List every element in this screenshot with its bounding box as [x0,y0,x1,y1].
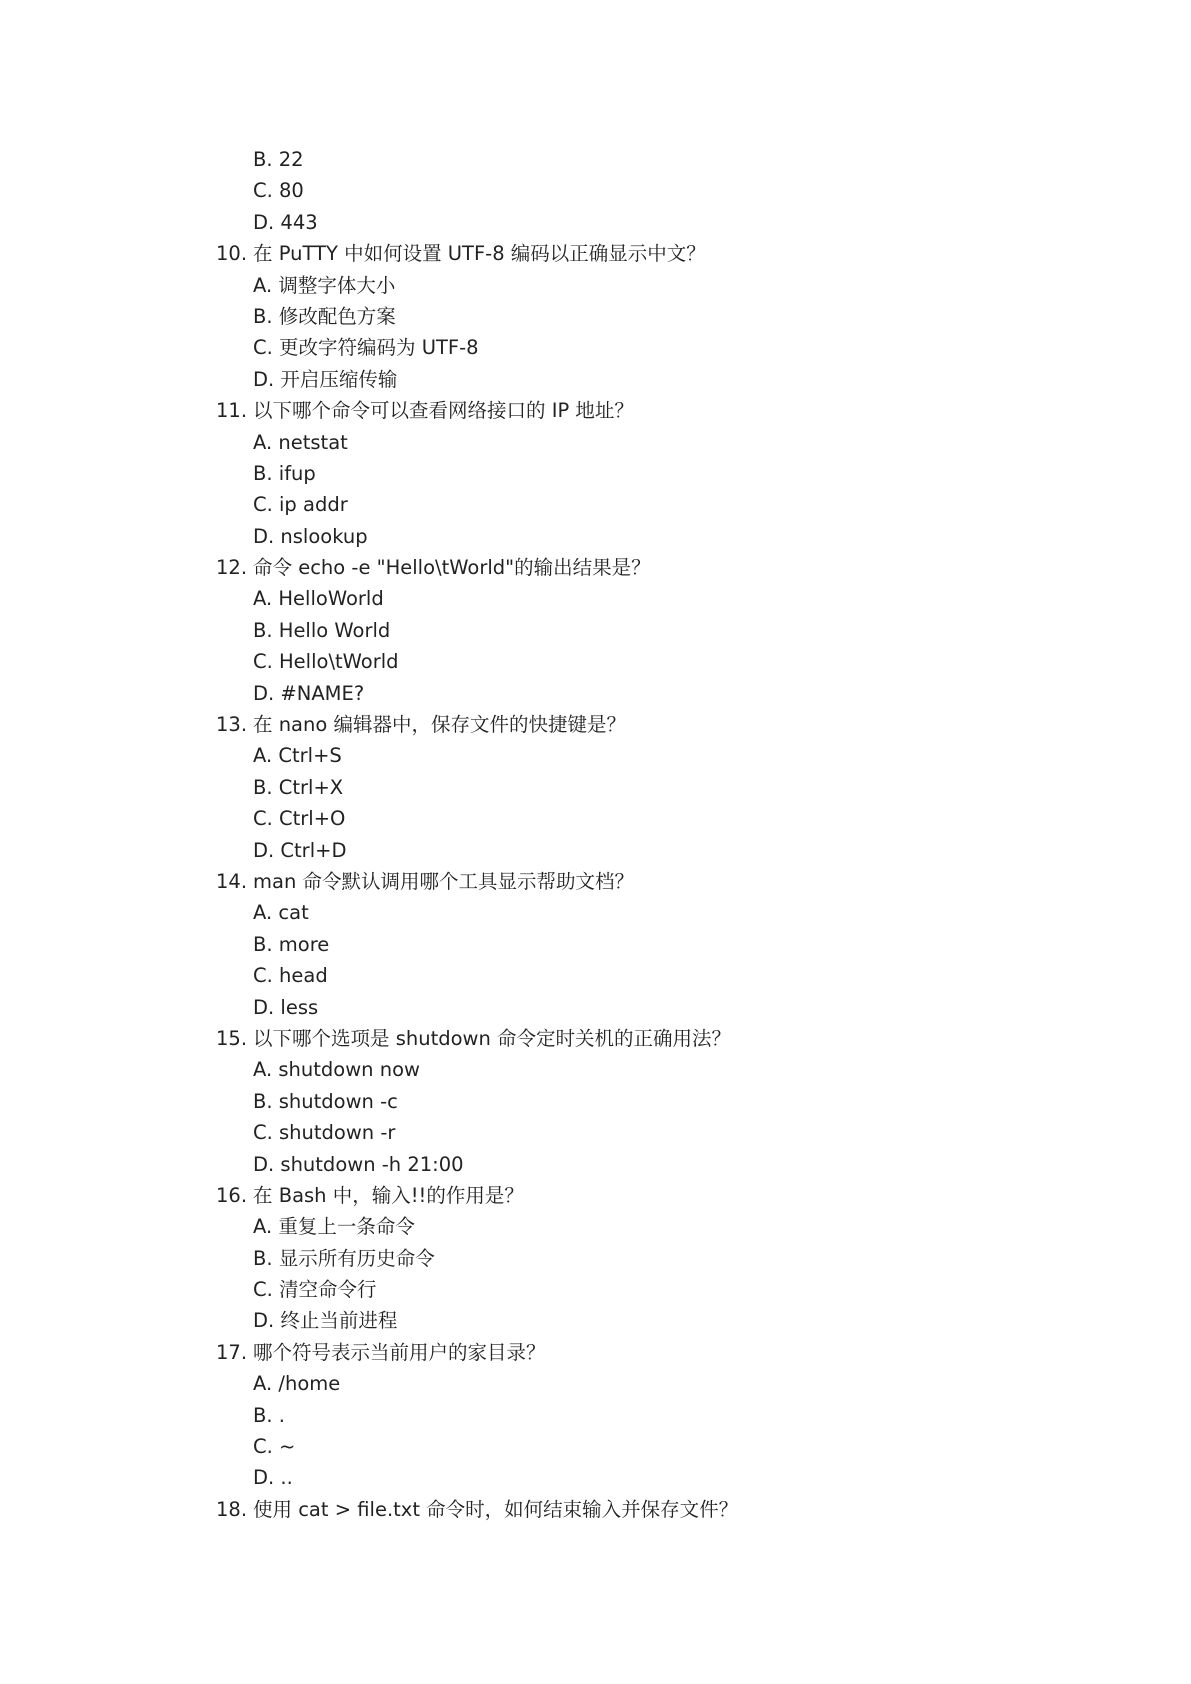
answer-option [0,1211,1191,1242]
option-text: C. Hello\tWorld [253,650,399,674]
option-text: C. 更改字符编码为 UTF-8 [253,336,479,360]
option-text: D. nslookup [253,524,368,548]
question-text: 使用 cat > file.txt 命令时，如何结束输入并保存文件？ [253,1497,739,1521]
question-text: 以下哪个命令可以查看网络接口的 IP 地址？ [253,399,634,423]
question-text: 命令 echo -e "Hello\tWorld"的输出结果是？ [253,556,651,580]
option-text: A. 重复上一条命令 [253,1215,415,1239]
answer-option [0,458,1191,489]
question-number: 11. [216,399,248,423]
answer-option [0,270,1191,301]
option-text: B. more [253,932,330,956]
option-text: A. /home [253,1372,341,1396]
question-12 [0,552,1191,583]
option-text: C. Ctrl+O [253,807,346,831]
question-number: 17. [216,1340,248,1364]
option-text: B. ifup [253,461,316,485]
option-text: D. 终止当前进程 [253,1309,398,1333]
answer-option [0,301,1191,332]
answer-option [0,1243,1191,1274]
option-text: A. Ctrl+S [253,744,342,768]
answer-option [0,1054,1191,1085]
option-text: B. 修改配色方案 [253,304,396,328]
option-text: C. head [253,964,328,988]
question-number: 15. [216,1026,248,1050]
option-text: B. . [253,1403,285,1427]
answer-option [0,1305,1191,1336]
answer-option [0,175,1191,206]
answer-option [0,929,1191,960]
answer-option [0,521,1191,552]
option-text: A. 调整字体大小 [253,273,396,297]
option-text: B. Ctrl+X [253,775,344,799]
answer-option [0,1117,1191,1148]
question-14 [0,866,1191,897]
question-16 [0,1180,1191,1211]
answer-option [0,678,1191,709]
answer-option [0,992,1191,1023]
question-number: 18. [216,1497,248,1521]
option-text: D. Ctrl+D [253,838,347,862]
answer-option [0,364,1191,395]
document-page [0,144,1191,1525]
option-text: D. 443 [253,210,318,234]
option-text: A. HelloWorld [253,587,384,611]
answer-option [0,1462,1191,1493]
question-18 [0,1494,1191,1525]
question-text: man 命令默认调用哪个工具显示帮助文档？ [253,869,635,893]
answer-option [0,772,1191,803]
option-text: D. shutdown -h 21:00 [253,1152,464,1176]
answer-option [0,1368,1191,1399]
question-10 [0,238,1191,269]
option-text: C. shutdown -r [253,1121,396,1145]
answer-option [0,646,1191,677]
option-text: C. ip addr [253,493,348,517]
question-text: 在 PuTTY 中如何设置 UTF-8 编码以正确显示中文？ [253,242,706,266]
answer-option [0,740,1191,771]
answer-option [0,897,1191,928]
question-text: 在 nano 编辑器中，保存文件的快捷键是？ [253,713,626,737]
option-text: A. netstat [253,430,348,454]
answer-option [0,1400,1191,1431]
answer-option [0,489,1191,520]
option-text: C. 80 [253,179,304,203]
option-text: A. cat [253,901,309,925]
answer-option [0,332,1191,363]
option-text: B. shutdown -c [253,1089,398,1113]
question-number: 10. [216,242,248,266]
answer-option [0,615,1191,646]
option-text: D. 开启压缩传输 [253,367,398,391]
answer-option [0,835,1191,866]
option-text: A. shutdown now [253,1058,420,1082]
question-text: 在 Bash 中，输入!!的作用是？ [253,1183,524,1207]
answer-option [0,1149,1191,1180]
question-number: 12. [216,556,248,580]
answer-option [0,1431,1191,1462]
option-text: B. 显示所有历史命令 [253,1246,435,1270]
answer-option [0,1274,1191,1305]
question-11 [0,395,1191,426]
answer-option [0,1086,1191,1117]
answer-option [0,803,1191,834]
question-number: 14. [216,869,248,893]
option-text: C. 清空命令行 [253,1278,377,1302]
option-text: C. ~ [253,1435,296,1459]
option-text: B. 22 [253,148,304,171]
question-text: 哪个符号表示当前用户的家目录？ [253,1340,546,1364]
option-text: D. .. [253,1466,293,1490]
option-text: D. #NAME? [253,681,365,705]
question-number: 13. [216,713,248,737]
option-text: D. less [253,995,319,1019]
question-15 [0,1023,1191,1054]
question-17 [0,1337,1191,1368]
question-text: 以下哪个选项是 shutdown 命令定时关机的正确用法？ [253,1026,732,1050]
answer-option [0,427,1191,458]
answer-option [0,144,1191,175]
question-number: 16. [216,1183,248,1207]
option-text: B. Hello World [253,618,391,642]
answer-option [0,960,1191,991]
answer-option [0,583,1191,614]
question-13 [0,709,1191,740]
answer-option [0,207,1191,238]
